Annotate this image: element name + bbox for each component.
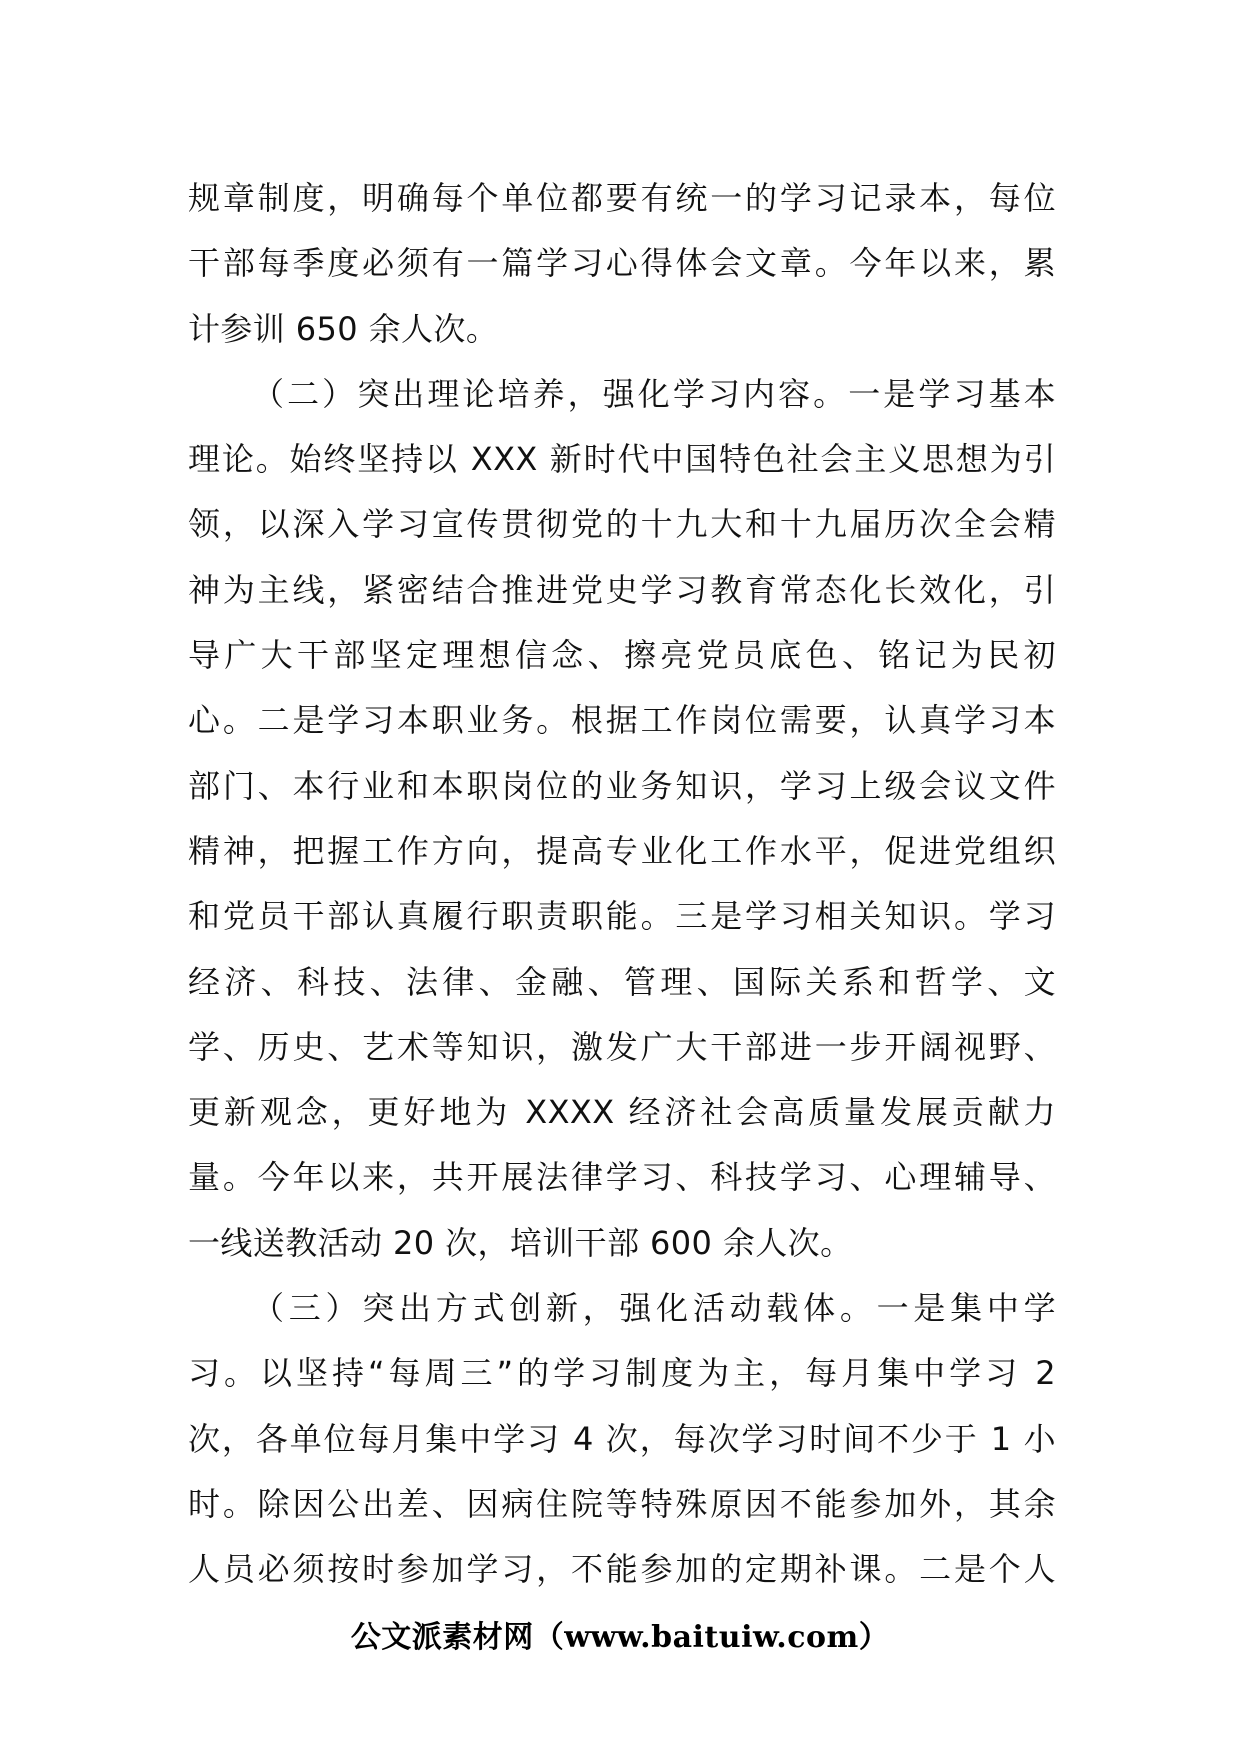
text-line: 和党员干部认真履行职责职能。三是学习相关知识。学习: [188, 897, 1056, 936]
text-line: 精神，把握工作方向，提高专业化工作水平，促进党组织: [188, 831, 1056, 870]
text-line: 一线送教活动 20 次，培训干部 600 余人次。: [188, 1223, 853, 1262]
text-line: （三）突出方式创新，强化活动载体。一是集中学: [252, 1289, 1056, 1328]
text-line: 更新观念，更好地为 XXXX 经济社会高质量发展贡献力: [188, 1093, 1056, 1132]
text-line: 领，以深入学习宣传贯彻党的十九大和十九届历次全会精: [188, 505, 1056, 544]
text-line: 学、历史、艺术等知识，激发广大干部进一步开阔视野、: [188, 1027, 1056, 1066]
footer-watermark: 公文派素材网（www.baituiw.com）: [350, 1620, 890, 1655]
text-line: 导广大干部坚定理想信念、擦亮党员底色、铭记为民初: [188, 636, 1056, 675]
text-line: 神为主线，紧密结合推进党史学习教育常态化长效化，引: [188, 570, 1056, 609]
text-line: 部门、本行业和本职岗位的业务知识，学习上级会议文件: [188, 766, 1056, 805]
text-line: 习。以坚持“每周三”的学习制度为主，每月集中学习 2: [188, 1354, 1056, 1393]
text-line: 理论。始终坚持以 XXX 新时代中国特色社会主义思想为引: [188, 440, 1056, 479]
text-line: 经济、科技、法律、金融、管理、国际关系和哲学、文: [188, 962, 1056, 1001]
text-line: 计参训 650 余人次。: [188, 309, 499, 348]
text-line: 干部每季度必须有一篇学习心得体会文章。今年以来，累: [188, 244, 1056, 283]
text-line: 量。今年以来，共开展法律学习、科技学习、心理辅导、: [188, 1158, 1056, 1197]
text-line: （二）突出理论培养，强化学习内容。一是学习基本: [252, 374, 1056, 413]
text-line: 人员必须按时参加学习，不能参加的定期补课。二是个人: [188, 1550, 1056, 1589]
body-text: [188, 166, 1056, 1603]
text-line: 次，各单位每月集中学习 4 次，每次学习时间不少于 1 小: [188, 1419, 1056, 1458]
text-line: 心。二是学习本职业务。根据工作岗位需要，认真学习本: [188, 701, 1056, 740]
text-line: 时。除因公出差、因病住院等特殊原因不能参加外，其余: [188, 1484, 1056, 1523]
text-line: 规章制度，明确每个单位都要有统一的学习记录本，每位: [188, 179, 1056, 217]
